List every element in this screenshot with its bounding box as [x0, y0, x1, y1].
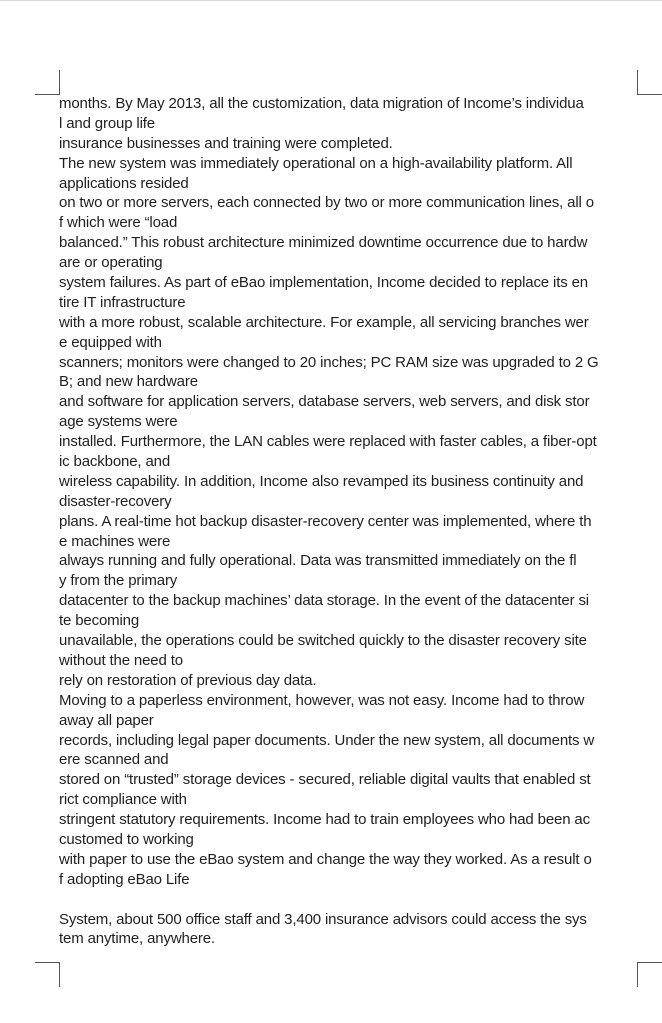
document-line: f adopting eBao Life: [59, 870, 190, 888]
document-line: stringent statutory requirements. Income had to train employees who had been ac: [59, 811, 590, 829]
document-line: ere scanned and: [59, 751, 169, 769]
document-line: [59, 890, 644, 910]
top-right-margin-mark: [637, 70, 662, 95]
document-line: wireless capability. In addition, Income also revamped its business continuity and: [59, 472, 584, 490]
document-line: records, including legal paper documents. Under the new system, all documents w: [59, 731, 595, 749]
document-line: on two or more servers, each connected by two or more communication lines, all o: [59, 194, 594, 212]
document-line: l and group life: [59, 114, 156, 132]
document-line: with a more robust, scalable architecture. For example, all servicing branches wer: [59, 313, 589, 331]
document-line: plans. A real-time hot backup disaster-recovery center was implemented, where th: [59, 512, 592, 530]
document-line: system failures. As part of eBao implementation, Income decided to replace its en: [59, 274, 588, 292]
document-line: Moving to a paperless environment, however, was not easy. Income had to throw: [59, 691, 585, 709]
bottom-right-margin-mark: [637, 962, 662, 987]
document-line: e machines were: [59, 532, 171, 550]
document-line: always running and fully operational. Data was transmitted immediately on the fl: [59, 552, 577, 570]
document-line: age systems were: [59, 413, 178, 431]
document-line: e equipped with: [59, 333, 162, 351]
document-line: unavailable, the operations could be switched quickly to the disaster recovery site: [59, 632, 587, 650]
document-line: balanced.” This robust architecture minimized downtime occurrence due to hardw: [59, 234, 588, 252]
document-line: away all paper: [59, 711, 154, 729]
document-line: with paper to use the eBao system and change the way they worked. As a result o: [59, 850, 592, 868]
document-line: without the need to: [59, 651, 183, 669]
document-line: ic backbone, and: [59, 453, 171, 471]
document-line: f which were “load: [59, 214, 178, 232]
document-line: disaster-recovery: [59, 492, 172, 510]
document-line: stored on “trusted” storage devices - secured, reliable digital vaults that enabled st: [59, 771, 591, 789]
document-line: tire IT infrastructure: [59, 293, 186, 311]
document-line: datacenter to the backup machines’ data storage. In the event of the datacenter si: [59, 592, 589, 610]
document-line: applications resided: [59, 174, 189, 192]
document-line: te becoming: [59, 612, 140, 630]
document-line: rely on restoration of previous day data.: [59, 671, 317, 689]
document-line: The new system was immediately operational on a high-availability platform. All: [59, 154, 573, 172]
document-line: are or operating: [59, 254, 163, 272]
top-left-margin-mark: [35, 70, 60, 95]
document-line: customed to working: [59, 830, 194, 848]
document-line: insurance businesses and training were completed.: [59, 134, 393, 152]
document-line: months. By May 2013, all the customization, data migration of Income’s individua: [59, 95, 584, 112]
document-line: tem anytime, anywhere.: [59, 930, 215, 948]
document-line: and software for application servers, database servers, web servers, and disk stor: [59, 393, 590, 411]
document-body: [59, 94, 644, 949]
bottom-left-margin-mark: [35, 962, 60, 987]
document-line: installed. Furthermore, the LAN cables were replaced with faster cables, a fiber-opt: [59, 433, 597, 451]
document-line: scanners; monitors were changed to 20 inches; PC RAM size was upgraded to 2 G: [59, 353, 599, 371]
document-line: rict compliance with: [59, 791, 187, 809]
document-line: System, about 500 office staff and 3,400 insurance advisors could access the sys: [59, 910, 587, 928]
top-divider: [0, 0, 662, 1]
document-line: y from the primary: [59, 572, 178, 590]
document-line: B; and new hardware: [59, 373, 198, 391]
